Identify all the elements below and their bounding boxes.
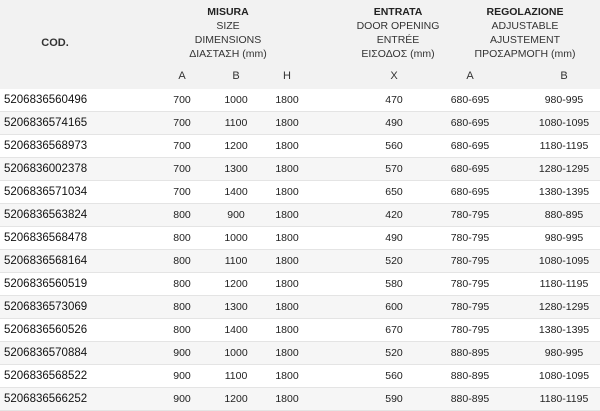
cell-opening-x: 490 xyxy=(385,232,403,244)
table-row xyxy=(0,227,600,250)
cell-code: 5206836573069 xyxy=(4,301,88,313)
header-regolazione xyxy=(455,5,595,61)
cell-adjust-a: 780-795 xyxy=(450,324,490,336)
cell-adjust-b: 1380-1395 xyxy=(538,186,590,198)
cell-opening-x: 420 xyxy=(385,209,403,221)
cell-adjust-b: 1080-1095 xyxy=(538,117,590,129)
table-row xyxy=(0,250,600,273)
cell-adjust-b: 880-895 xyxy=(544,209,584,221)
header-entrata xyxy=(338,5,458,61)
cell-size-a: 700 xyxy=(173,163,191,175)
cell-size-h: 1800 xyxy=(275,232,299,244)
cell-size-a: 900 xyxy=(173,393,191,405)
cell-size-a: 800 xyxy=(173,255,191,267)
cell-opening-x: 600 xyxy=(385,301,403,313)
cell-adjust-a: 680-695 xyxy=(450,140,490,152)
cell-opening-x: 490 xyxy=(385,117,403,129)
cell-opening-x: 650 xyxy=(385,186,403,198)
col-header-h: H xyxy=(283,70,291,82)
cell-code: 5206836568522 xyxy=(4,370,88,382)
cell-adjust-b: 1080-1095 xyxy=(538,255,590,267)
cell-size-a: 900 xyxy=(173,347,191,359)
cell-adjust-b: 1080-1095 xyxy=(538,370,590,382)
cell-adjust-a: 780-795 xyxy=(450,278,490,290)
cell-code: 5206836560519 xyxy=(4,278,88,290)
cell-adjust-a: 680-695 xyxy=(450,94,490,106)
cell-size-h: 1800 xyxy=(275,94,299,106)
cell-adjust-a: 680-695 xyxy=(450,117,490,129)
col-header-b: B xyxy=(232,70,240,82)
cell-size-a: 700 xyxy=(173,94,191,106)
header-misura-title: MISURA xyxy=(207,6,249,18)
cell-size-a: 700 xyxy=(173,186,191,198)
cell-size-a: 800 xyxy=(173,209,191,221)
col-header-a: A xyxy=(178,70,186,82)
cell-size-h: 1800 xyxy=(275,370,299,382)
cell-adjust-a: 880-895 xyxy=(450,370,490,382)
table-body xyxy=(0,89,600,411)
cell-size-a: 700 xyxy=(173,117,191,129)
table-row xyxy=(0,296,600,319)
header-misura-fr: DIMENSIONS xyxy=(194,34,262,46)
cell-size-b: 1200 xyxy=(224,278,248,290)
cell-size-b: 1300 xyxy=(224,301,248,313)
cell-size-b: 900 xyxy=(227,209,245,221)
table-row xyxy=(0,342,600,365)
header-misura xyxy=(168,5,288,61)
cell-code: 5206836568164 xyxy=(4,255,88,267)
cell-adjust-b: 1180-1195 xyxy=(539,140,589,152)
table-row xyxy=(0,112,600,135)
cell-opening-x: 470 xyxy=(385,94,403,106)
table-row xyxy=(0,204,600,227)
table-row xyxy=(0,158,600,181)
cell-size-a: 800 xyxy=(173,324,191,336)
table-row xyxy=(0,273,600,296)
cell-size-b: 1400 xyxy=(224,186,248,198)
header-entrata-en: DOOR OPENING xyxy=(356,20,440,32)
cell-size-h: 1800 xyxy=(275,324,299,336)
header-regolazione-gr: ΠΡΟΣΑΡΜΟΓΗ (mm) xyxy=(474,48,576,60)
cell-size-b: 1400 xyxy=(224,324,248,336)
cell-size-h: 1800 xyxy=(275,163,299,175)
col-header-x: X xyxy=(390,70,398,82)
table-row xyxy=(0,181,600,204)
cell-adjust-a: 880-895 xyxy=(450,393,490,405)
cell-adjust-b: 1180-1195 xyxy=(539,393,589,405)
cell-size-h: 1800 xyxy=(275,209,299,221)
cell-adjust-a: 680-695 xyxy=(450,163,490,175)
table-row xyxy=(0,365,600,388)
cell-size-h: 1800 xyxy=(275,140,299,152)
cell-adjust-a: 780-795 xyxy=(450,255,490,267)
cell-size-b: 1000 xyxy=(224,347,248,359)
cell-size-a: 800 xyxy=(173,301,191,313)
cell-adjust-a: 780-795 xyxy=(450,209,490,221)
col-header-reg-b: B xyxy=(560,70,568,82)
cell-code: 5206836566252 xyxy=(4,393,88,405)
cell-size-a: 900 xyxy=(173,370,191,382)
cell-size-h: 1800 xyxy=(275,393,299,405)
cell-size-h: 1800 xyxy=(275,347,299,359)
cell-size-b: 1200 xyxy=(224,140,248,152)
cell-size-a: 800 xyxy=(173,278,191,290)
header-cod: COD. xyxy=(41,37,69,49)
cell-size-h: 1800 xyxy=(275,301,299,313)
table-row xyxy=(0,135,600,158)
cell-code: 5206836563824 xyxy=(4,209,88,221)
cell-size-b: 1300 xyxy=(224,163,248,175)
header-entrata-gr: ΕΙΣΟΔΟΣ (mm) xyxy=(361,48,435,60)
cell-size-b: 1100 xyxy=(224,370,248,382)
cell-opening-x: 520 xyxy=(385,347,403,359)
cell-size-b: 1100 xyxy=(224,255,248,267)
cell-size-h: 1800 xyxy=(275,117,299,129)
cell-size-b: 1100 xyxy=(224,117,248,129)
cell-adjust-a: 680-695 xyxy=(450,186,490,198)
header-regolazione-title: REGOLAZIONE xyxy=(486,6,564,18)
cell-code: 5206836560496 xyxy=(4,94,88,106)
cell-opening-x: 670 xyxy=(385,324,403,336)
cell-adjust-b: 980-995 xyxy=(544,347,584,359)
cell-size-a: 800 xyxy=(173,232,191,244)
cell-code: 5206836568973 xyxy=(4,140,88,152)
cell-opening-x: 570 xyxy=(385,163,403,175)
table-row xyxy=(0,388,600,411)
header-regolazione-en: ADJUSTABLE xyxy=(491,20,559,32)
cell-size-h: 1800 xyxy=(275,255,299,267)
cell-size-b: 1000 xyxy=(224,232,248,244)
cell-opening-x: 560 xyxy=(385,370,403,382)
cell-adjust-b: 1380-1395 xyxy=(538,324,590,336)
header-misura-en: SIZE xyxy=(216,20,240,32)
cell-code: 5206836560526 xyxy=(4,324,88,336)
cell-code: 5206836574165 xyxy=(4,117,88,129)
cell-adjust-b: 980-995 xyxy=(544,94,584,106)
cell-code: 5206836568478 xyxy=(4,232,88,244)
cell-adjust-a: 780-795 xyxy=(450,232,490,244)
col-header-reg-a: A xyxy=(466,70,474,82)
cell-code: 5206836570884 xyxy=(4,347,88,359)
cell-adjust-b: 1280-1295 xyxy=(538,301,590,313)
cell-opening-x: 580 xyxy=(385,278,403,290)
table-row xyxy=(0,89,600,112)
cell-opening-x: 520 xyxy=(385,255,403,267)
cell-size-b: 1200 xyxy=(224,393,248,405)
cell-code: 5206836002378 xyxy=(4,163,88,175)
table-row xyxy=(0,319,600,342)
header-entrata-title: ENTRATA xyxy=(373,6,423,18)
header-misura-gr: ΔΙΑΣΤΑΣΗ (mm) xyxy=(189,48,267,60)
cell-opening-x: 590 xyxy=(385,393,403,405)
cell-adjust-a: 880-895 xyxy=(450,347,490,359)
cell-size-b: 1000 xyxy=(224,94,248,106)
cell-size-h: 1800 xyxy=(275,278,299,290)
cell-size-h: 1800 xyxy=(275,186,299,198)
cell-opening-x: 560 xyxy=(385,140,403,152)
cell-adjust-b: 1280-1295 xyxy=(538,163,590,175)
header-entrata-fr: ENTRÉE xyxy=(376,34,420,46)
cell-size-a: 700 xyxy=(173,140,191,152)
cell-adjust-a: 780-795 xyxy=(450,301,490,313)
header-regolazione-fr: AJUSTEMENT xyxy=(489,34,560,46)
cell-adjust-b: 980-995 xyxy=(544,232,584,244)
cell-code: 5206836571034 xyxy=(4,186,88,198)
cell-adjust-b: 1180-1195 xyxy=(539,278,589,290)
